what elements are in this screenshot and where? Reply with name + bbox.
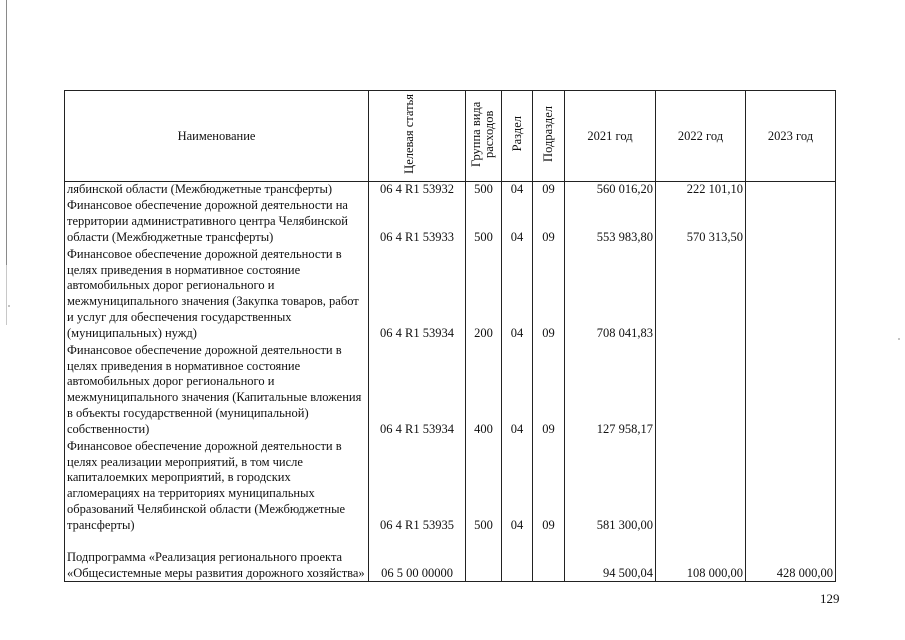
row-group: 200 xyxy=(466,246,502,342)
row-section: 04 xyxy=(502,246,533,342)
row-name xyxy=(65,342,369,438)
header-target-label: Целевая статья xyxy=(402,94,416,174)
row-2022 xyxy=(656,246,746,342)
table-row xyxy=(65,534,836,582)
row-code: 06 5 00 00000 xyxy=(369,534,466,582)
table-row xyxy=(65,438,836,534)
scan-edge-line xyxy=(6,0,7,265)
table-row xyxy=(65,246,836,342)
page-number: 129 xyxy=(820,591,840,606)
header-2022 xyxy=(656,91,746,182)
scan-edge-line-faint xyxy=(6,265,7,325)
row-2022: 570 313,50 xyxy=(656,198,746,246)
row-2022: 222 101,10 xyxy=(656,182,746,198)
row-name xyxy=(65,534,369,582)
row-2021: 560 016,20 xyxy=(565,182,656,198)
header-subsection xyxy=(533,91,565,182)
row-subsection: 09 xyxy=(533,182,565,198)
row-section xyxy=(502,534,533,582)
header-subsection-label: Подраздел xyxy=(541,106,555,162)
row-name xyxy=(65,198,369,246)
header-section-label: Раздел xyxy=(509,116,524,152)
row-subsection: 09 xyxy=(533,198,565,246)
row-code: 06 4 R1 53934 xyxy=(369,342,466,438)
row-name-text: Финансовое обеспечение дорожной деятельности на территории административного центра Челябинской области (Межбюджетные трансферты) xyxy=(67,198,348,244)
header-2023-label: 2023 год xyxy=(767,128,814,143)
row-code: 06 4 R1 53935 xyxy=(369,438,466,534)
row-name xyxy=(65,182,369,198)
header-name xyxy=(65,91,369,182)
header-section xyxy=(502,91,533,182)
row-2022: 108 000,00 xyxy=(656,534,746,582)
table-row xyxy=(65,182,836,198)
row-group: 500 xyxy=(466,198,502,246)
row-2022 xyxy=(656,342,746,438)
scan-speck xyxy=(8,305,10,307)
row-name xyxy=(65,438,369,534)
budget-table xyxy=(64,90,836,582)
scan-speck xyxy=(898,338,900,340)
row-2023 xyxy=(746,342,836,438)
header-2021-label: 2021 год xyxy=(587,128,633,143)
row-code: 06 4 R1 53934 xyxy=(369,246,466,342)
row-2021: 127 958,17 xyxy=(565,342,656,438)
row-2021: 94 500,04 xyxy=(565,534,656,582)
header-name-label: Наименование xyxy=(177,128,256,143)
row-subsection xyxy=(533,534,565,582)
header-2021 xyxy=(565,91,656,182)
row-name-text: Финансовое обеспечение дорожной деятельности в целях реализации мероприятий, в том числе капиталоемких мероприятий, в городских агломерациях на территориях муниципальных образований Челябинской области (Межбюджетные трансферты) xyxy=(67,438,346,532)
header-row xyxy=(65,91,836,182)
table-row xyxy=(65,342,836,438)
row-2023 xyxy=(746,246,836,342)
row-code: 06 4 R1 53933 xyxy=(369,198,466,246)
row-name-text: лябинской области (Межбюджетные трансферты) xyxy=(67,182,333,196)
header-2023 xyxy=(746,91,836,182)
row-2021: 581 300,00 xyxy=(565,438,656,534)
row-subsection: 09 xyxy=(533,246,565,342)
row-2021: 553 983,80 xyxy=(565,198,656,246)
row-2023 xyxy=(746,182,836,198)
row-group: 400 xyxy=(466,342,502,438)
row-subsection: 09 xyxy=(533,342,565,438)
header-2022-label: 2022 год xyxy=(677,128,724,143)
row-group: 500 xyxy=(466,182,502,198)
row-name-text: Финансовое обеспечение дорожной деятельности в целях приведения в нормативное состояние автомобильных дорог регионального и межмуниципального значения (Закупка товаров, работ и услуг для обеспечения государственных (муниципальных) нужд) xyxy=(67,246,359,340)
row-section: 04 xyxy=(502,182,533,198)
header-target xyxy=(369,91,466,182)
row-2023: 428 000,00 xyxy=(746,534,836,582)
row-code: 06 4 R1 53932 xyxy=(369,182,466,198)
header-expense-group-label: Группа вида расходов xyxy=(468,101,496,167)
row-subsection: 09 xyxy=(533,438,565,534)
row-section: 04 xyxy=(502,198,533,246)
row-2022 xyxy=(656,438,746,534)
row-name-text: Подпрограмма «Реализация регионального проекта «Общесистемные меры развития дорожного хозяйства» xyxy=(67,549,365,580)
row-2021: 708 041,83 xyxy=(565,246,656,342)
row-name-text: Финансовое обеспечение дорожной деятельности в целях приведения в нормативное состояние автомобильных дорог регионального и межмуниципального значения (Капитальные вложения в объекты государственной (муниципальной) собственности) xyxy=(67,342,362,436)
row-name xyxy=(65,246,369,342)
row-2023 xyxy=(746,198,836,246)
row-section: 04 xyxy=(502,438,533,534)
header-expense-group xyxy=(466,91,502,182)
row-group: 500 xyxy=(466,438,502,534)
table-row xyxy=(65,198,836,246)
row-2023 xyxy=(746,438,836,534)
row-section: 04 xyxy=(502,342,533,438)
row-group xyxy=(466,534,502,582)
